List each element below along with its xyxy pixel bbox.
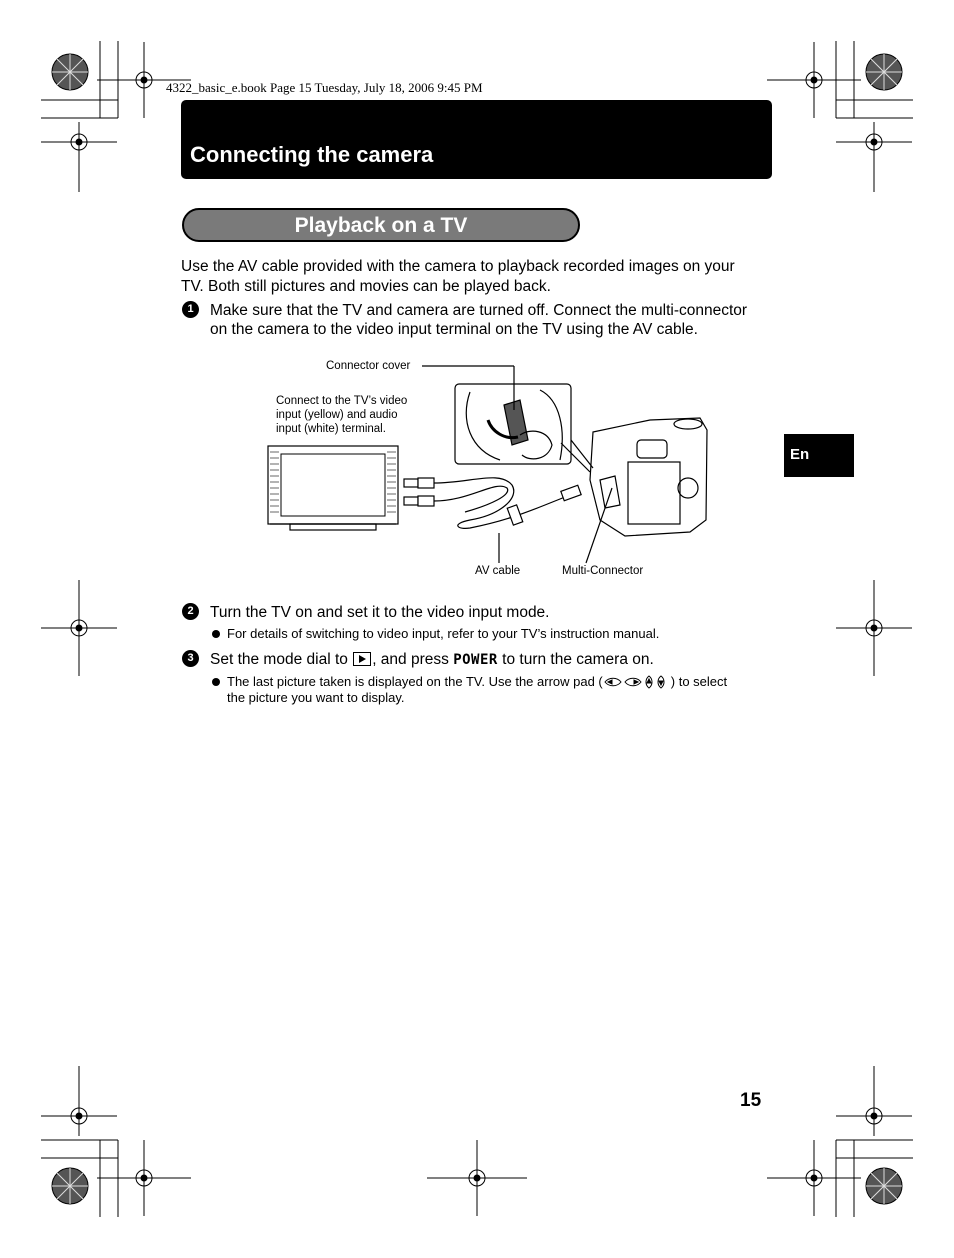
language-tab-label: En	[790, 446, 810, 463]
label-connector-cover: Connector cover	[326, 360, 411, 372]
step-3-bullet	[212, 678, 220, 686]
arrow-pad-icon	[603, 675, 671, 688]
power-button-label: POWER	[453, 652, 498, 668]
chapter-title-bar	[181, 100, 772, 179]
step-2-note: For details of switching to video input, refer to your TV’s instruction manual.	[227, 626, 660, 641]
step-3-note-line-1-end: ) to select	[670, 674, 728, 689]
step-1-line-2: on the camera to the video input terminal on the TV using the AV cable.	[210, 321, 698, 338]
chapter-title: Connecting the camera	[190, 142, 434, 167]
step-3-text-a: Set the mode dial to	[210, 651, 348, 668]
section-title-bar	[182, 208, 580, 242]
intro-line-1: Use the AV cable provided with the camera to playback recorded images on your	[181, 258, 735, 275]
step-2-text: Turn the TV on and set it to the video input mode.	[210, 604, 550, 621]
language-tab	[784, 434, 854, 477]
page-number: 15	[740, 1090, 762, 1111]
section-title: Playback on a TV	[294, 214, 468, 237]
step-3-text-c: to turn the camera on.	[502, 651, 654, 668]
label-multi-connector: Multi-Connector	[562, 565, 644, 577]
step-2-bullet	[212, 630, 220, 638]
playback-mode-icon	[353, 652, 371, 666]
step-2-number: 2	[182, 603, 199, 620]
step-1-line-1: Make sure that the TV and camera are turned off. Connect the multi-connector	[210, 302, 748, 319]
label-connect-line-3: input (white) terminal.	[276, 423, 386, 435]
label-connect-line-2: input (yellow) and audio	[276, 409, 398, 421]
step-3-text	[210, 650, 780, 670]
step-3-note-line-1: The last picture taken is displayed on the TV. Use the arrow pad (	[227, 674, 603, 689]
step-3-text-b: , and press	[372, 651, 449, 668]
step-3-note	[227, 674, 779, 706]
label-av-cable: AV cable	[475, 565, 521, 577]
intro-paragraph	[181, 257, 781, 297]
step-1-text	[210, 301, 780, 339]
print-header: 4322_basic_e.book Page 15 Tuesday, July 18, 2006 9:45 PM	[166, 80, 483, 95]
intro-line-2: TV. Both still pictures and movies can be played back.	[181, 278, 551, 295]
step-1-number: 1	[182, 301, 199, 318]
step-3-note-line-2: the picture you want to display.	[227, 690, 405, 705]
step-3-number: 3	[182, 650, 199, 667]
label-connect-tv	[276, 394, 407, 436]
label-connect-line-1: Connect to the TV’s video	[276, 395, 408, 407]
